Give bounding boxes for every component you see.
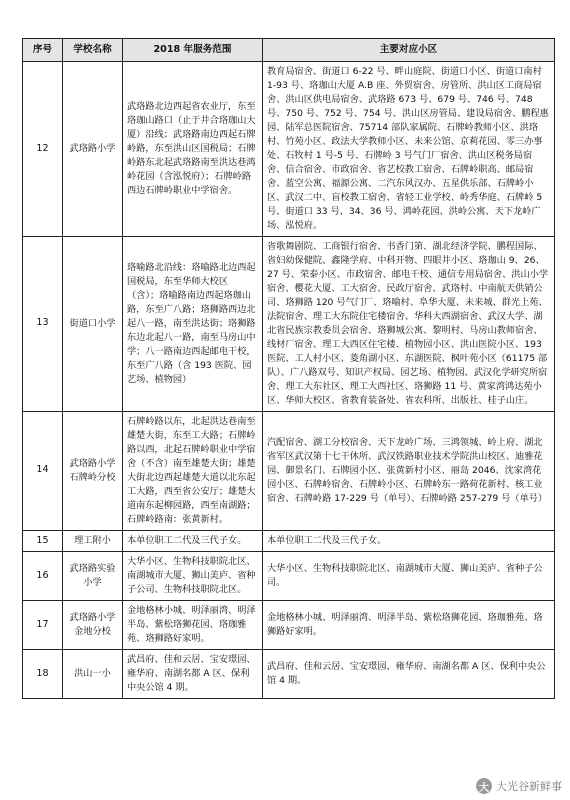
header-residential-areas: 主要对应小区 — [263, 39, 555, 62]
wechat-watermark — [476, 778, 562, 794]
row-residential-areas: 本单位职工二代及三代子女。 — [263, 530, 555, 552]
table-row — [23, 649, 555, 698]
row-service-range: 金地格林小城、明泽丽湾、明泽半岛、紫松珞狮花园、珞珈雅苑、珞狮路好家明。 — [123, 601, 263, 650]
row-no: 17 — [23, 601, 63, 650]
row-no: 14 — [23, 411, 63, 530]
row-school-name: 理工附小 — [63, 530, 123, 552]
school-zone-table — [22, 38, 555, 699]
header-service-range: 2018 年服务范围 — [123, 39, 263, 62]
table-row — [23, 62, 555, 237]
row-residential-areas: 金地格林小城、明泽丽湾、明泽半岛、紫松珞狮花园、珞珈雅苑、珞狮路好家明。 — [263, 601, 555, 650]
row-school-name: 武珞路小学金地分校 — [63, 601, 123, 650]
row-service-range: 大华小区、生物科技职院北区、南湖城市大厦、狮山美庐、省种子公司、生物科技职院北区。 — [123, 552, 263, 601]
table-row — [23, 552, 555, 601]
row-service-range: 本单位职工二代及三代子女。 — [123, 530, 263, 552]
wechat-logo-icon: 大 — [476, 778, 492, 794]
table-row — [23, 601, 555, 650]
table-row — [23, 530, 555, 552]
row-residential-areas: 武昌府、佳和云居、宝安璟园、雍华府、南湖名都 A 区、保利中央公馆 4 期。 — [263, 649, 555, 698]
row-school-name: 街道口小学 — [63, 236, 123, 411]
row-service-range: 武昌府、佳和云居、宝安璟园、雍华府、南湖名都 A 区、保利中央公馆 4 期。 — [123, 649, 263, 698]
row-service-range: 石牌岭路以东，北起洪达巷南至雄楚大街，东至工大路；石牌岭路以西，北起石牌岭职业中学宿舍（不含）南至雄楚大街；雄楚大街北边西起雄楚大道以北东起工大路，西至省公安厅；雄楚大道南东起柳园路，西至南湖路；石牌岭路南：张黄新村。 — [123, 411, 263, 530]
row-school-name: 洪山一小 — [63, 649, 123, 698]
row-residential-areas: 省歌舞剧院、工商银行宿舍、书香门第、湖北经济学院、鹏程国际、省妇幼保健院、鑫隆学府、中科开物、四眼井小区、珞珈山 9、26、27 号、荣泰小区、市政宿舍、邮电干校、通信专用局宿舍、洪山小学宿舍、樱花大厦、工大宿舍、民政厅宿舍、武珞村、中南航天供销公司、珞狮路 120 号气门厂、珞喻村、阜华大厦、未来城、群光上苑、法院宿舍、理工大东院住宅楼宿舍、华科大西湖宿舍、武汉大学、湖北省民族宗教委员会宿舍、珞狮城公寓、黎明村、马房山教师宿舍、线材厂宿舍、理工大西区住宅楼、植物园小区、洪山医院小区、193 医院、工人村小区、菱角湖小区、东湖医院、枫叶苑小区（61175 部队）、广八路双号、知识产权局、园艺场、植物园、武汉化学研究所宿舍、理工大东社区、理工大西社区、珞狮路 11 号、黄家湾鸿达苑小区、华师大校区、省教育装备处、省农科所、出版社、桂子山庄。 — [263, 236, 555, 411]
row-school-name: 武珞路实验小学 — [63, 552, 123, 601]
row-no: 13 — [23, 236, 63, 411]
table-row — [23, 236, 555, 411]
row-residential-areas: 大华小区、生物科技职院北区、南湖城市大厦、狮山美庐、省种子公司。 — [263, 552, 555, 601]
row-residential-areas: 汽配宿舍、湖工分校宿舍、天下龙岭广场、三鸿领城、岭上府、湖北省军区武汉第十七干休所、武汉铁路职业技术学院洪山校区、迪雅花园、御景名门、石牌园小区、张黄新村小区、丽岛 2046、沈家湾花园小区、石牌岭宿舍、石牌岭小区、石牌岭东一路荷花新村、核工业宿舍、石牌岭路 17-229 号（单号）、石牌岭路 257-279 号（单号） — [263, 411, 555, 530]
row-no: 18 — [23, 649, 63, 698]
row-no: 15 — [23, 530, 63, 552]
row-no: 12 — [23, 62, 63, 237]
table-row — [23, 411, 555, 530]
table-header-row — [23, 39, 555, 62]
header-school-name: 学校名称 — [63, 39, 123, 62]
row-school-name: 武珞路小学 — [63, 62, 123, 237]
row-service-range: 珞喻路北沿线：珞喻路北边西起国税局，东至华师大校区（含）；珞喻路南边西起珞珈山路，东至广八路；珞狮路西边北起八一路，南至洪达街；珞狮路东边北起八一路，南至马房山中学；八一路南边西起邮电干校，东至广八路（含 193 医院、园艺场、植物园） — [123, 236, 263, 411]
row-residential-areas: 教育局宿舍、街道口 6-22 号、畔山庭院、街道口小区、街道口南村 1-93 号、珞珈山大厦 A.B 座、外贸宿舍、房管所、洪山区工商局宿舍、洪山区供电局宿舍、武珞路 673 号、679 号、746 号、748 号、750 号、752 号、754 号、洪山区房管局、建设局宿舍、鹏程惠园、陆军总医院宿舍、75714 部队家属院、石牌岭教师小区、洪珞村、竹苑小区、政法大学教师小区、未来公馆、京莉花园、零三办事处、石牧村 1 号-5 号、石牌岭 3 号气门厂宿舍、洪山区税务局宿舍、信合宿舍、市政宿舍、省艺校教工宿舍、石牌岭职高、邮局宿舍、蓝空公寓、福源公寓、二汽东风汉办、五星供乐部、石牌岭小区、武汉二中、盲校教工宿舍、省轻工业学校、岭秀华庭、石牌岭 5 号、街道口 33 号、34、36 号、鸿岭花园、洪岭公寓、天下龙岭广场、泓悦府。 — [263, 62, 555, 237]
watermark-text: 大光谷新鲜事 — [496, 780, 562, 793]
row-no: 16 — [23, 552, 63, 601]
row-school-name: 武珞路小学石牌岭分校 — [63, 411, 123, 530]
header-no: 序号 — [23, 39, 63, 62]
row-service-range: 武珞路北边西起省农业厅，东至珞珈山路口（止于井合珞珈山大厦）沿线；武珞路南边西起石牌岭路，东至洪山区国税局；石牌岭路东北起武珞路南至洪达巷鸿岭花园（含泓悦府）；石牌岭路西边石牌岭职业中学宿舍。 — [123, 62, 263, 237]
